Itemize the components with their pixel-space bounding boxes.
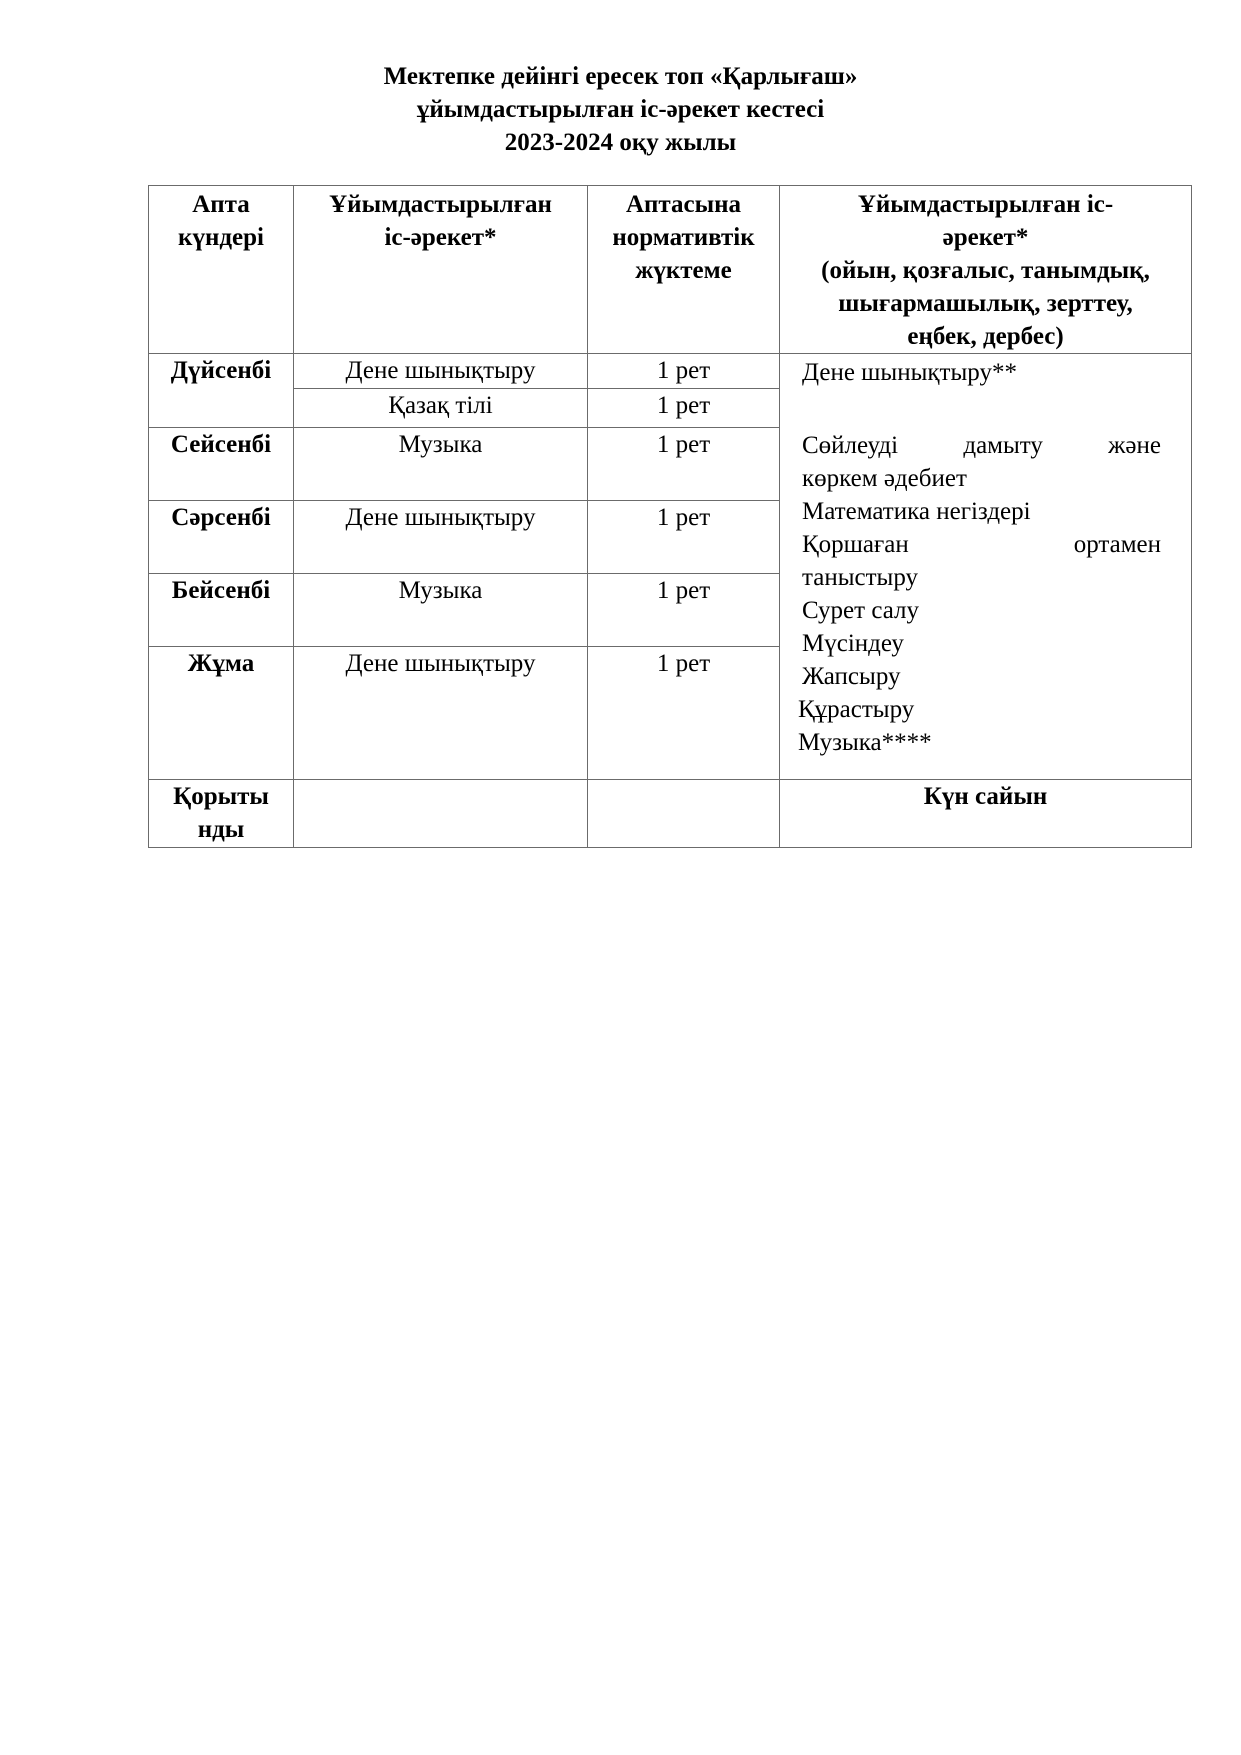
daily-activity-item-cont: таныстыру: [802, 564, 918, 591]
load-cell: 1 рет: [588, 428, 780, 501]
header-load-line: жүктеме: [635, 257, 732, 284]
load-cell: 1 рет: [588, 647, 780, 780]
title-line-1: Мектепке дейінгі ересек топ «Қарлығаш»: [383, 63, 858, 90]
daily-activity-item: [802, 429, 1161, 462]
header-daily-line: шығармашылық, зерттеу,: [838, 290, 1133, 317]
summary-activity-cell: [294, 780, 588, 848]
schedule-table: [148, 185, 1192, 848]
daily-activity-item: Математика негіздері: [802, 498, 1031, 525]
load-cell: 1 рет: [588, 574, 780, 647]
header-daily-line: еңбек, дербес): [907, 323, 1064, 350]
header-load: [588, 186, 780, 354]
day-cell: Бейсенбі: [149, 574, 294, 647]
header-daily-line: әрекет*: [942, 224, 1029, 251]
daily-activity-item: Дене шынықтыру**: [802, 359, 1017, 386]
daily-activity-word: ортамен: [1073, 531, 1161, 558]
activity-cell: Музыка: [294, 428, 588, 501]
daily-activities-cell: [780, 354, 1192, 780]
summary-label-cell: [149, 780, 294, 848]
daily-activity-item: Музыка****: [798, 729, 932, 756]
title-line-2: ұйымдастырылған іс-әрекет кестесі: [416, 96, 825, 123]
header-activity-line: Ұйымдастырылған: [329, 191, 552, 218]
summary-label-line: нды: [197, 816, 245, 843]
header-activity: [294, 186, 588, 354]
summary-daily-cell: Күн сайын: [780, 780, 1192, 848]
daily-activity-word: дамыту: [963, 432, 1043, 459]
daily-activity-item: Жапсыру: [802, 663, 901, 690]
header-days-line: күндері: [178, 224, 264, 251]
table-row: [149, 354, 1192, 389]
activity-cell: Дене шынықтыру: [294, 501, 588, 574]
day-cell: Сәрсенбі: [149, 501, 294, 574]
daily-activity-word: және: [1108, 432, 1161, 459]
summary-row: [149, 780, 1192, 848]
day-cell: Жұма: [149, 647, 294, 780]
daily-activity-item: Мүсіндеу: [802, 630, 904, 657]
day-cell: Дүйсенбі: [149, 354, 294, 428]
activity-cell: Дене шынықтыру: [294, 647, 588, 780]
header-row: [149, 186, 1192, 354]
header-activity-line: іс-әрекет*: [384, 224, 497, 251]
header-days-line: Апта: [192, 191, 250, 218]
title-line-3: 2023-2024 оқу жылы: [504, 129, 737, 156]
day-cell: Сейсенбі: [149, 428, 294, 501]
load-cell: 1 рет: [588, 501, 780, 574]
load-cell: 1 рет: [588, 389, 780, 428]
summary-label-line: Қорыты: [173, 783, 269, 810]
daily-activity-item: Құрастыру: [798, 696, 915, 723]
daily-activity-word: Қоршаған: [802, 531, 909, 558]
daily-activity-item: Сурет салу: [802, 597, 920, 624]
header-daily-line: Ұйымдастырылған іс-: [857, 191, 1114, 218]
header-load-line: нормативтік: [612, 224, 755, 251]
header-load-line: Аптасына: [625, 191, 742, 218]
header-daily-line: (ойын, қозғалыс, танымдық,: [821, 257, 1150, 284]
activity-cell: Дене шынықтыру: [294, 354, 588, 389]
daily-activity-item: [802, 528, 1161, 561]
daily-activity-item-cont: көркем әдебиет: [802, 465, 967, 492]
activity-cell: Музыка: [294, 574, 588, 647]
daily-activity-word: Сөйлеуді: [802, 432, 899, 459]
summary-load-cell: [588, 780, 780, 848]
load-cell: 1 рет: [588, 354, 780, 389]
document-title: [0, 60, 1241, 159]
activity-cell: Қазақ тілі: [294, 389, 588, 428]
header-daily: [780, 186, 1192, 354]
header-days: [149, 186, 294, 354]
